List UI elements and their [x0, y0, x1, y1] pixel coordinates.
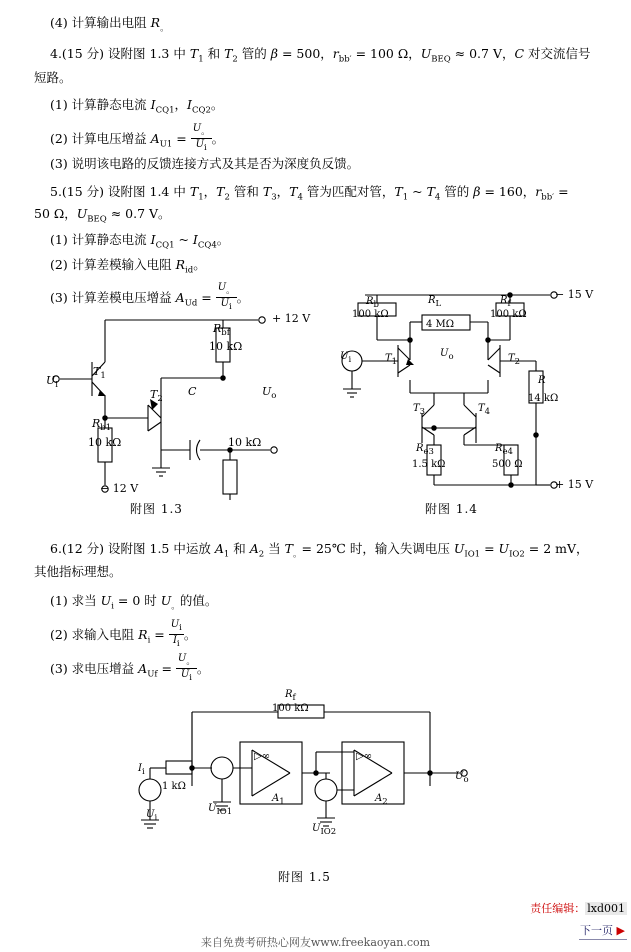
- text-line-16: (3) 求电压增益 $A_{Uf}$ = $\frac{U_。}{U_i}$ 。: [50, 653, 210, 683]
- text-line-6: (3) 说明该电路的反馈连接方式及其是否为深度负反馈。: [50, 156, 360, 171]
- editor-code: lxd001: [587, 902, 625, 915]
- text-line-7: 5.(15 分) 设附图 1.4 中 $T_1$，$T_2$ 管和 $T_3$，$T_4$ 管为匹配对管，$T_1$ ~ $T_4$ 管的 β = 160，$r_{bb'}$ =: [50, 184, 569, 203]
- fig14-label-Re3: $R_{e3}$: [416, 443, 434, 457]
- fig14-label-Rf: $R_f$: [500, 295, 511, 309]
- fig14-label-T1: $T_1$: [385, 353, 398, 367]
- fig13-label-Uo: $U_o$: [262, 385, 277, 402]
- text-line-2: 4.(15 分) 设附图 1.3 中 $T_1$ 和 $T_2$ 管的 β = 500，$r_{bb'} = 100$ Ω，$U_{BEQ} \approx 0.7$ V，C 对交流信号: [50, 46, 591, 65]
- figure-1-3-schematic: [30, 300, 330, 500]
- fig14-label-Ui: $U_i$: [340, 351, 352, 365]
- text-line-15: (2) 求输入电阻 $R_i$ = $\frac{U_i}{I_i}$ 。: [50, 619, 197, 649]
- fig15-label-Uio2: $U_{IO2}$: [312, 823, 337, 837]
- fig13-label-T2: $T_2$: [150, 388, 163, 405]
- fig13-label-Ui: $U_i$: [46, 374, 58, 391]
- editor-label: 责任编辑：: [530, 902, 586, 915]
- text-line-5: (2) 计算电压增益 $A_{U1}$ = $\frac{U_。}{U_i}$ 。: [50, 123, 225, 153]
- figure-1-4-caption: 附图 1.4: [425, 502, 478, 516]
- fig14-label-Re4: $R_{e4}$: [495, 443, 513, 457]
- fig15-opamp2-symbol: ▷∞: [356, 751, 373, 762]
- fig14-rail-negative: − 15 V: [555, 288, 594, 301]
- fig15-value-Rf: 100 kΩ: [272, 703, 309, 714]
- figure-1-5-caption: 附图 1.5: [278, 870, 331, 884]
- fig14-label-Rc: R: [538, 375, 546, 386]
- fig15-label-Uio1: $U_{IO1}$: [208, 803, 233, 817]
- fig15-label-Ui: $U_i$: [146, 809, 158, 823]
- fig13-value-Rbf: 10 kΩ: [209, 340, 243, 353]
- fig14-label-T2: $T_2$: [508, 353, 521, 367]
- text-line-13: 其他指标理想。: [34, 564, 122, 579]
- fig14-value-RL: 4 MΩ: [426, 319, 455, 330]
- text-line-8: 50 Ω，$U_{BEQ} \approx 0.7$ V。: [34, 206, 171, 225]
- fig13-label-Rbf: $R_{bf}$: [213, 322, 230, 339]
- fig15-label-Uo: $U_o$: [455, 771, 469, 785]
- text-line-9: (1) 计算静态电流 $I_{CQ1}$ ~ $I_{CQ4}$。: [50, 232, 230, 251]
- text-line-11: (3) 计算差模电压增益 $A_{Ud}$ = $\frac{U_。}{U_i}$ 。: [50, 282, 250, 312]
- fig15-label-A1: $A_1$: [272, 793, 285, 807]
- fig14-rail-positive: + 15 V: [555, 478, 594, 491]
- fig14-value-Rb: 100 kΩ: [352, 309, 389, 320]
- fig13-label-C: C: [188, 385, 197, 398]
- fig15-label-Rf: $R_f$: [285, 689, 296, 703]
- text-line-14: (1) 求当 $U_i = 0$ 时 $U_。$的值。: [50, 593, 218, 612]
- text-line-10: (2) 计算差模输入电阻 $R_{id}$。: [50, 257, 206, 276]
- text-line-1: (4) 计算输出电阻 $R_。$: [50, 15, 169, 34]
- fig15-label-Ii: $I_i$: [138, 763, 145, 777]
- figure-1-3-caption: 附图 1.3: [130, 502, 183, 516]
- figure-1-5-schematic: [130, 690, 490, 850]
- fig14-label-RL: $R_L$: [428, 295, 442, 309]
- fig13-rail-negative: − 12 V: [100, 482, 139, 495]
- fig15-label-A2: $A_2$: [375, 793, 388, 807]
- fig14-label-Uo: $U_o$: [440, 348, 454, 362]
- text-line-3: 短路。: [34, 70, 72, 85]
- text-line-4: (1) 计算静态电流 $I_{CQ1}$，$I_{CQ2}$。: [50, 97, 224, 116]
- text-line-12: 6.(12 分) 设附图 1.5 中运放 $A_1$ 和 $A_2$ 当 $T_。=$ 25℃ 时，输入失调电压 $U_{IO1} = U_{IO2} = 2$ mV，: [50, 541, 589, 560]
- fig13-value-Rb1: 10 kΩ: [88, 436, 122, 449]
- fig14-label-T4: $T_4$: [478, 403, 491, 417]
- fig14-value-Rc: 14 kΩ: [528, 393, 559, 404]
- fig13-label-Rb1: $R_{b1}$: [92, 417, 112, 434]
- fig14-value-Rf: 100 kΩ: [490, 309, 527, 320]
- fig14-label-T3: $T_3$: [413, 403, 426, 417]
- site-watermark: 来自免费考研热心网友www.freekaoyan.com: [200, 936, 431, 949]
- fig13-rail-positive: + 12 V: [272, 312, 311, 325]
- fig13-value-Re: 10 kΩ: [228, 436, 262, 449]
- fig15-opamp1-symbol: ▷∞: [254, 751, 271, 762]
- next-page-label: 下一页: [580, 924, 614, 937]
- fig14-label-Rb: $R_b$: [366, 296, 379, 310]
- arrow-right-icon: ▶: [616, 924, 625, 937]
- fig13-label-T1: $T_1$: [93, 365, 106, 382]
- fig14-value-Re3: 1.5 kΩ: [412, 459, 446, 470]
- fig14-value-Re4: 500 Ω: [492, 459, 523, 470]
- editor-credit: [530, 900, 627, 916]
- fig15-value-R1: 1 kΩ: [162, 781, 186, 792]
